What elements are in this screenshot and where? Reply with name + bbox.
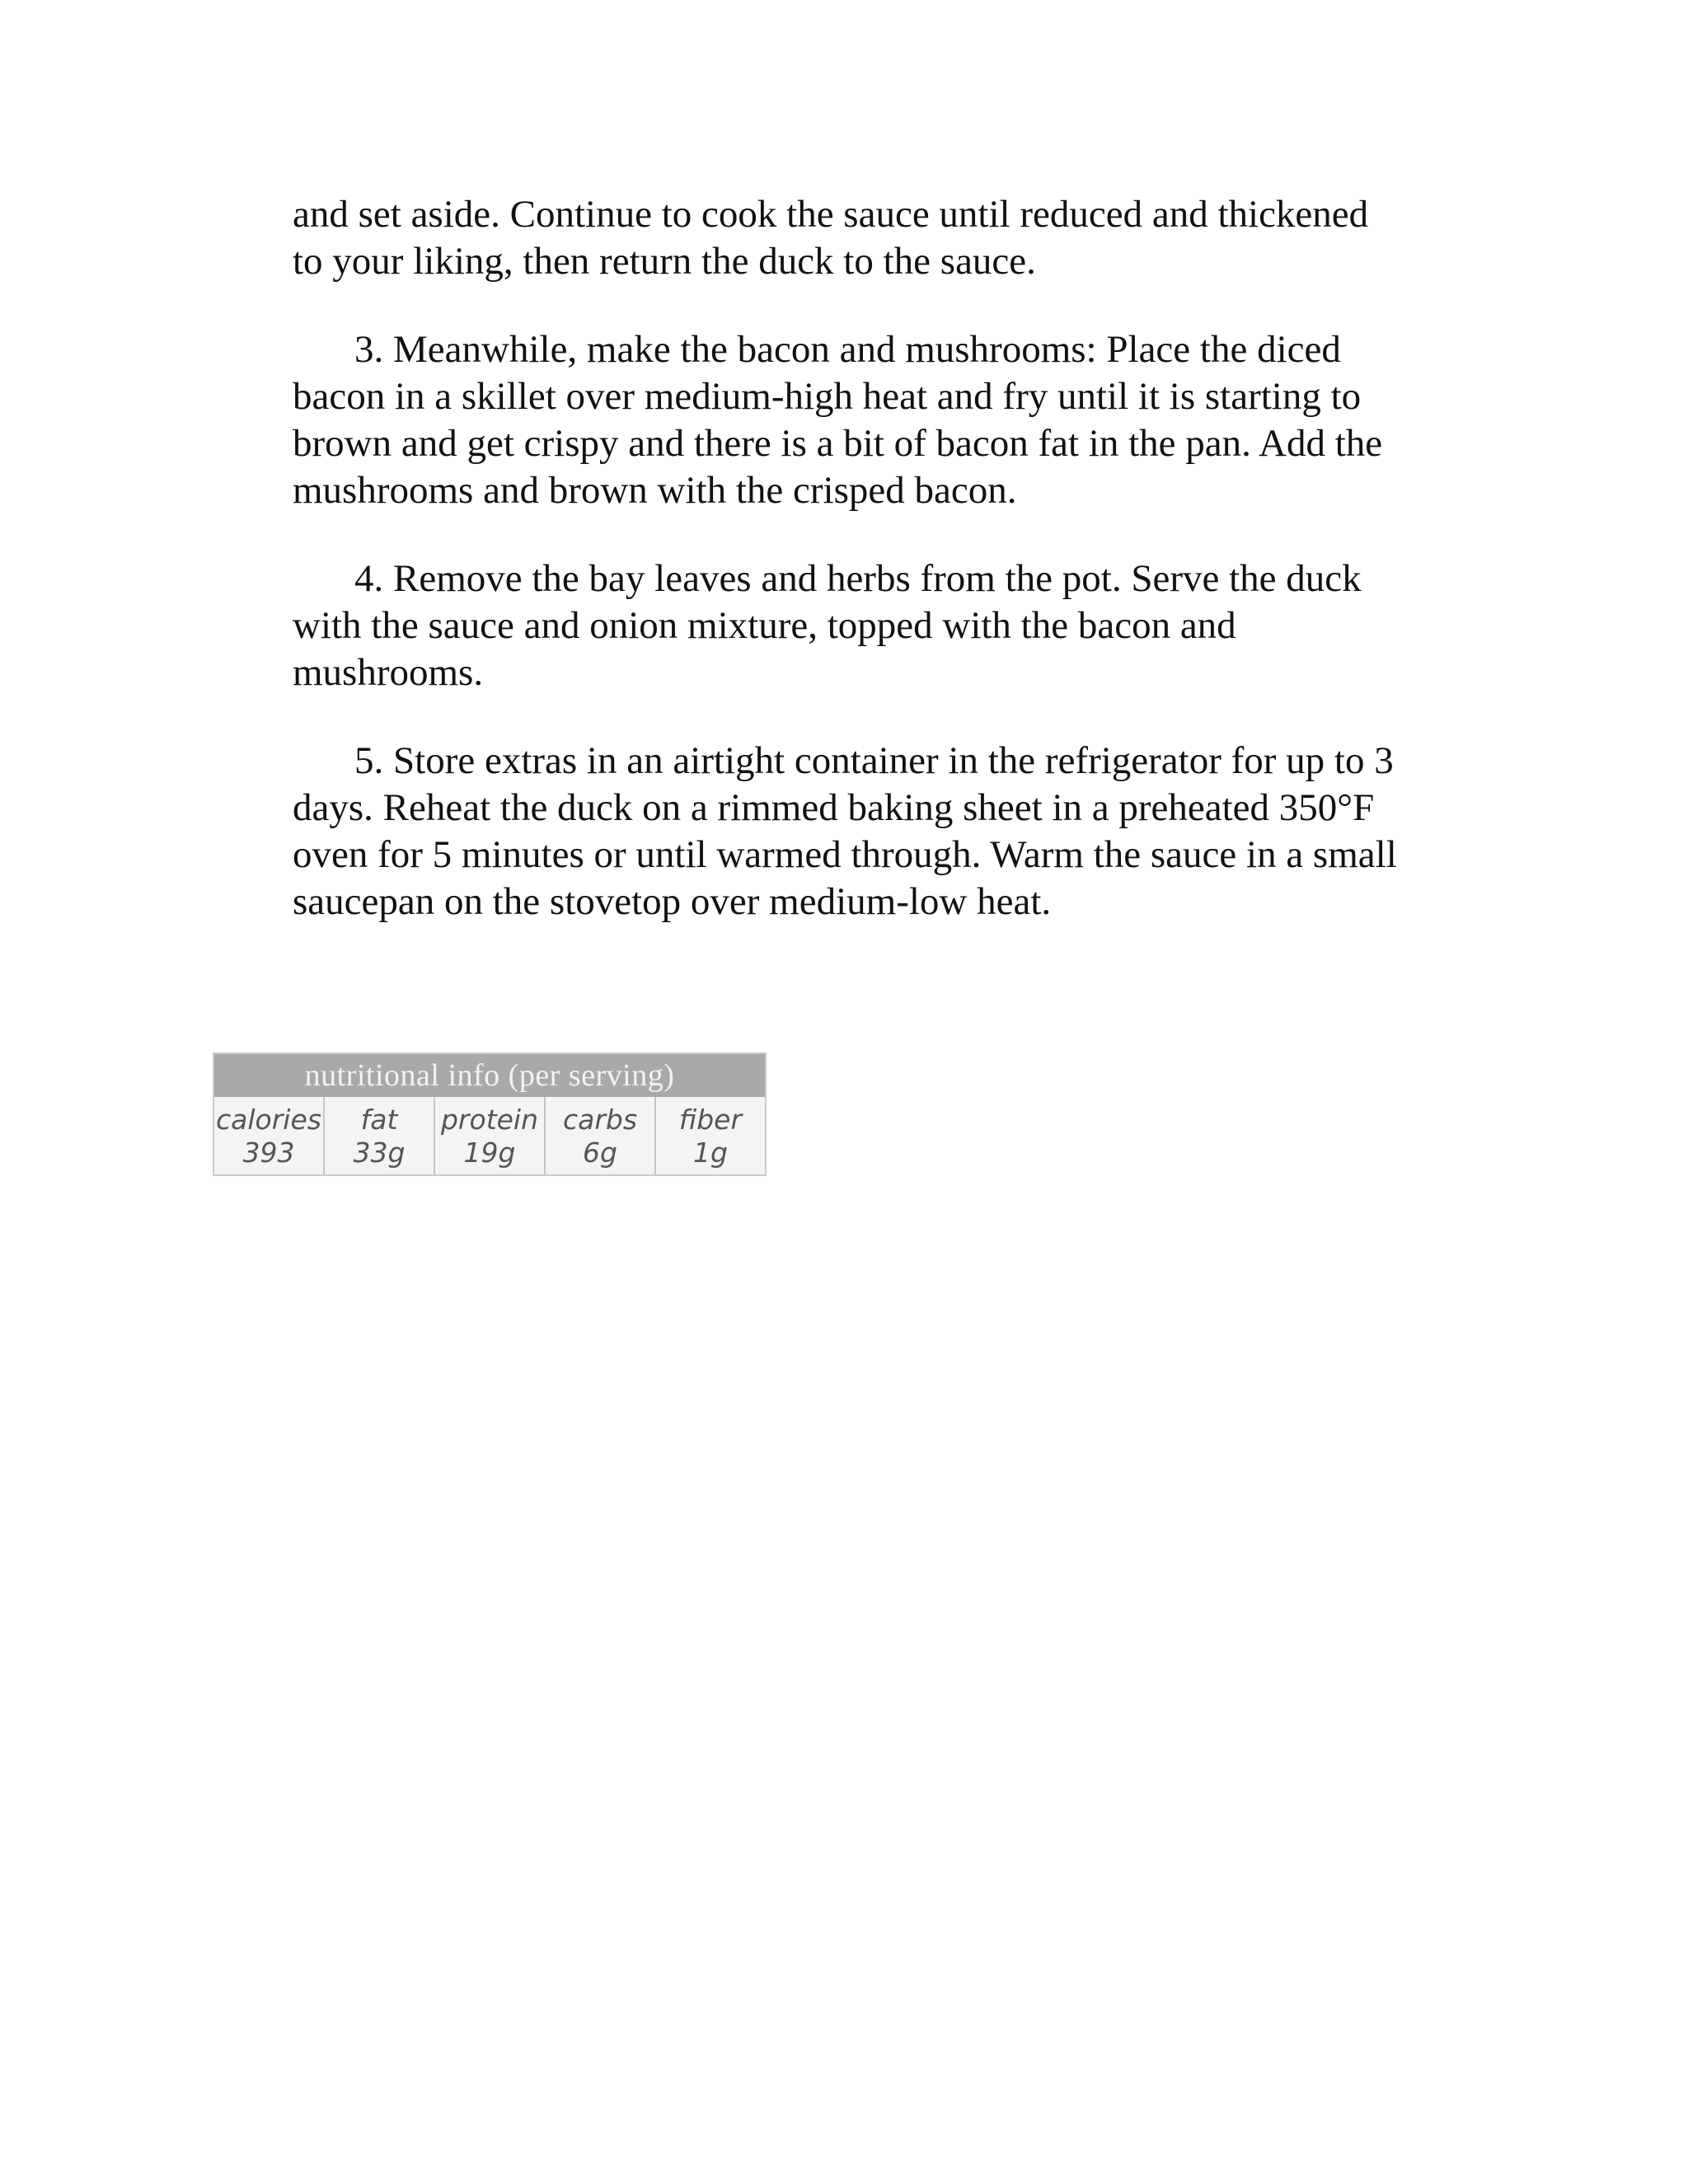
nutrition-cell-carbs xyxy=(546,1097,656,1174)
nutrition-table-title: nutritional info (per serving) xyxy=(214,1054,765,1097)
text-line: to your liking, then return the duck to the sauce. xyxy=(293,240,1036,283)
nutrition-label: protein xyxy=(440,1104,539,1136)
nutrition-value: 1g xyxy=(693,1137,728,1169)
paragraph-step-5 xyxy=(293,738,1496,926)
text-line: mushrooms and brown with the crisped bacon. xyxy=(293,469,1017,512)
nutrition-cell-calories xyxy=(214,1097,325,1174)
text-line: brown and get crispy and there is a bit of bacon fat in the pan. Add the xyxy=(293,422,1383,465)
text-line: and set aside. Continue to cook the sauce until reduced and thickened xyxy=(293,193,1369,236)
text-line: days. Reheat the duck on a rimmed baking sheet in a preheated 350°F xyxy=(293,786,1375,829)
text-line: 3. Meanwhile, make the bacon and mushrooms: Place the diced xyxy=(354,328,1341,371)
nutrition-cell-protein xyxy=(435,1097,546,1174)
nutrition-table-row xyxy=(214,1097,765,1174)
nutrition-label: carbs xyxy=(562,1104,638,1136)
paragraph-step-2-continued xyxy=(293,191,1496,285)
paragraph-step-3 xyxy=(293,326,1496,514)
text-line: saucepan on the stovetop over medium-low heat. xyxy=(293,880,1052,923)
paragraph-step-4 xyxy=(293,555,1496,696)
nutrition-value: 33g xyxy=(353,1137,406,1169)
nutrition-value: 6g xyxy=(583,1137,617,1169)
nutrition-label: fiber xyxy=(678,1104,743,1136)
nutrition-label: calories xyxy=(216,1104,321,1136)
nutrition-table xyxy=(213,1052,767,1176)
text-line: with the sauce and onion mixture, topped with the bacon and xyxy=(293,604,1236,647)
recipe-instructions xyxy=(293,191,1496,967)
text-line: oven for 5 minutes or until warmed through. Warm the sauce in a small xyxy=(293,833,1397,876)
text-line: bacon in a skillet over medium-high heat and fry until it is starting to xyxy=(293,375,1362,418)
text-line: mushrooms. xyxy=(293,651,484,694)
nutrition-cell-fiber xyxy=(656,1097,765,1174)
nutrition-value: 19g xyxy=(463,1137,516,1169)
text-line: 5. Store extras in an airtight container in the refrigerator for up to 3 xyxy=(354,739,1394,782)
text-line: 4. Remove the bay leaves and herbs from the pot. Serve the duck xyxy=(354,557,1362,600)
nutrition-cell-fat xyxy=(325,1097,435,1174)
nutrition-label: fat xyxy=(360,1104,398,1136)
nutrition-value: 393 xyxy=(242,1137,295,1169)
